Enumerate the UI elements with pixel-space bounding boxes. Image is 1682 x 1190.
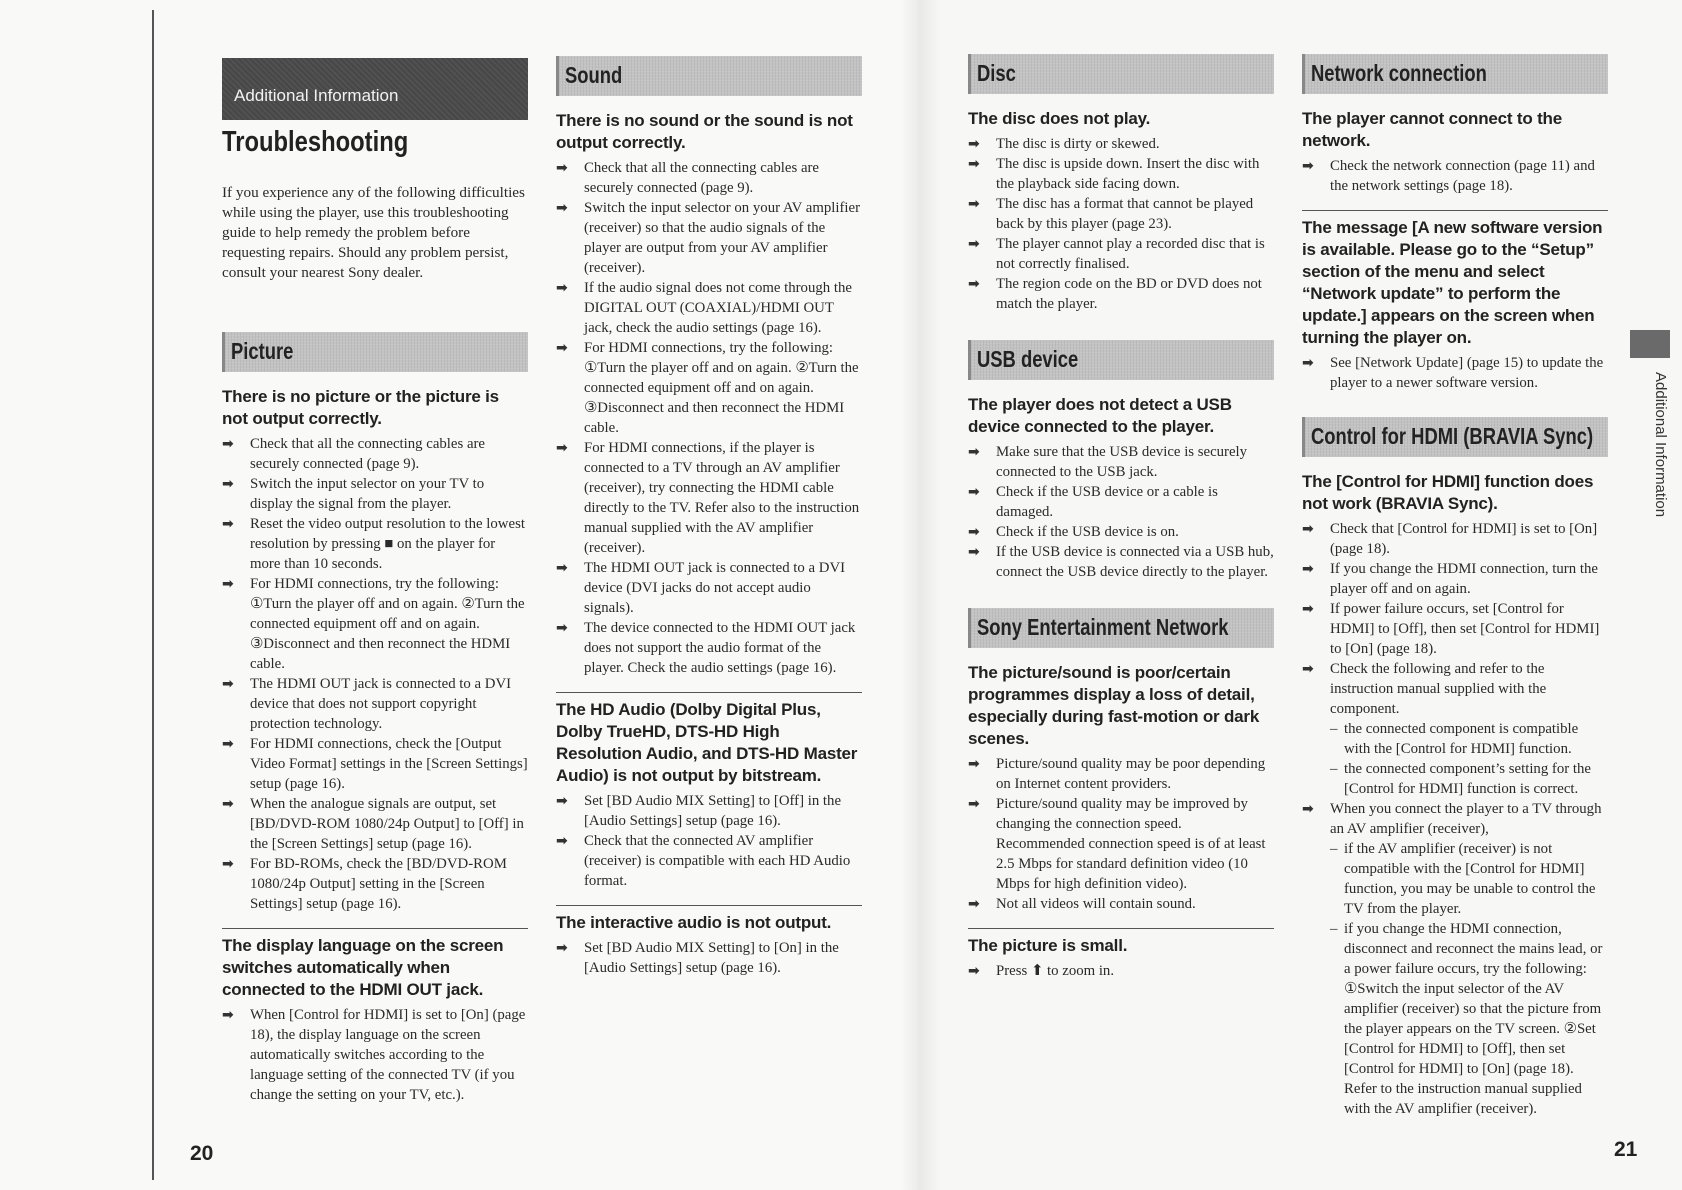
list-item: ➡ The player cannot play a recorded disc that is not correctly finalised. [968, 236, 1265, 272]
arrow-icon: ➡ [556, 833, 568, 849]
picture-section [222, 332, 528, 1105]
usb-title: USB device [977, 346, 1079, 372]
list-item: ➡ When you connect the player to a TV through an AV amplifier (receiver), [1302, 801, 1602, 837]
sen-band [968, 608, 1274, 648]
list-item: ➡ If power failure occurs, set [Control for HDMI] to [Off], then set [Control for HDMI] to [On] (page 18). [1302, 601, 1600, 657]
arrow-icon: ➡ [556, 200, 568, 216]
arrow-icon: ➡ [968, 196, 980, 212]
divider [222, 928, 528, 929]
topic-heading: The display language on the screen switches automatically when connected to the HDMI OUT jack. [222, 936, 504, 999]
topic-heading: The message [A new software version is available. Please go to the “Setup” section of the menu and select “Network update” to perform the update.] appears on the screen when turning the player on. [1302, 218, 1603, 347]
sub-item: – if you change the HDMI connection, disconnect and reconnect the mains lead, or a power failure occurs, try the following: ①Switch the input selector of the AV amplifier (receiver) so that the picture from the player appears on the TV screen. ②Set [Control for HDMI] to [Off], then set [Control for HDMI] to [On] (page 18). Refer to the instruction manual supplied with the AV amplifier (receiver). [1330, 921, 1603, 1117]
list-item: ➡ Check the following and refer to the instruction manual supplied with the component. [1302, 661, 1547, 717]
arrow-icon: ➡ [222, 796, 234, 812]
arrow-icon: ➡ [968, 963, 980, 979]
arrow-icon: ➡ [968, 276, 980, 292]
sound-section [556, 56, 862, 978]
arrow-icon: ➡ [222, 1007, 234, 1023]
arrow-icon: ➡ [1302, 521, 1314, 537]
divider [968, 928, 1274, 929]
divider [1302, 210, 1608, 211]
arrow-icon: ➡ [556, 280, 568, 296]
list-item: ➡ Not all videos will contain sound. [968, 896, 1196, 912]
list-item: ➡ The region code on the BD or DVD does not match the player. [968, 276, 1262, 312]
page-title: Troubleshooting [222, 126, 409, 158]
sub-item: – the connected component’s setting for the [Control for HDMI] function is correct. [1330, 761, 1591, 797]
arrow-icon: ➡ [968, 896, 980, 912]
arrow-icon: ➡ [1302, 158, 1314, 174]
divider [556, 905, 862, 906]
hdmi-band [1302, 417, 1608, 457]
list-item: ➡ The disc is dirty or skewed. [968, 136, 1160, 152]
gutter [900, 0, 940, 1190]
topic-heading: The player does not detect a USB device connected to the player. [968, 395, 1232, 436]
picture-band [222, 332, 528, 372]
list-item: ➡ For HDMI connections, if the player is connected to a TV through an AV amplifier (receiver), try connecting the HDMI cable directly to the TV. Refer also to the instruction manual supplied with the AV amplifier (receiver). [556, 440, 860, 556]
list-item: ➡ If the USB device is connected via a USB hub, connect the USB device directly to the player. [968, 544, 1274, 580]
usb-band [968, 340, 1274, 380]
sen-title: Sony Entertainment Network [977, 614, 1229, 640]
arrow-icon: ➡ [968, 484, 980, 500]
topic-heading: There is no picture or the picture is not output correctly. [222, 387, 499, 428]
topic-heading: The picture/sound is poor/certain programmes display a loss of detail, especially during fast-motion or dark scenes. [968, 663, 1260, 748]
arrow-icon: ➡ [1302, 601, 1314, 617]
list-item: ➡ Reset the video output resolution to the lowest resolution by pressing ■ on the player for more than 10 seconds. [222, 516, 525, 572]
disc-title: Disc [977, 60, 1016, 86]
arrow-icon: ➡ [556, 793, 568, 809]
sub-item: – the connected component is compatible with the [Control for HDMI] function. [1330, 721, 1579, 757]
sound-band [556, 56, 862, 96]
arrow-icon: ➡ [556, 160, 568, 176]
network-band [1302, 54, 1608, 94]
list-item: ➡ Check the network connection (page 11) and the network settings (page 18). [1302, 158, 1595, 194]
hdmi-title: Control for HDMI (BRAVIA Sync) [1311, 423, 1594, 449]
section-header-label: Additional Information [234, 86, 399, 105]
divider [556, 692, 862, 693]
side-tab-marker [1630, 330, 1670, 358]
topic-heading: The picture is small. [968, 936, 1128, 955]
list-item: ➡ For BD-ROMs, check the [BD/DVD-ROM 1080/24p Output] setting in the [Screen Settings] setup (page 16). [222, 856, 507, 912]
arrow-icon: ➡ [556, 340, 568, 356]
arrow-icon: ➡ [968, 524, 980, 540]
list-item: ➡ For HDMI connections, check the [Output Video Format] settings in the [Screen Settings] setup (page 16). [222, 736, 528, 792]
sub-item: – if the AV amplifier (receiver) is not compatible with the [Control for HDMI] function, you may be unable to control the TV from the player. [1330, 841, 1596, 917]
list-item: ➡ For HDMI connections, try the following: ①Turn the player off and on again. ②Turn the connected equipment off and on again. ③Disconnect and then reconnect the HDMI cable. [556, 340, 859, 436]
arrow-icon: ➡ [222, 476, 234, 492]
arrow-icon: ➡ [1302, 561, 1314, 577]
arrow-icon: ➡ [968, 236, 980, 252]
topic-heading: The disc does not play. [968, 109, 1151, 128]
list-item: ➡ If you change the HDMI connection, turn the player off and on again. [1302, 561, 1598, 597]
arrow-icon: ➡ [968, 136, 980, 152]
list-item: ➡ Check that all the connecting cables are securely connected (page 9). [222, 436, 486, 472]
topic-heading: The player cannot connect to the network. [1302, 109, 1562, 150]
list-item: ➡ When the analogue signals are output, set [BD/DVD-ROM 1080/24p Output] to [Off] in the [Screen Settings] setup (page 16). [222, 796, 524, 852]
section-header-bar [222, 58, 528, 120]
list-item: ➡ Set [BD Audio MIX Setting] to [Off] in the [Audio Settings] setup (page 16). [556, 793, 842, 829]
intro-text: If you experience any of the following difficulties while using the player, use this troubleshooting guide to help remedy the problem before requesting repairs. Should any problem persist, consult your nearest Sony dealer. [222, 184, 525, 281]
list-item: ➡ Press ⬆ to zoom in. [968, 963, 1115, 979]
disc-usb-sen-column [968, 54, 1274, 981]
list-item: ➡ Switch the input selector on your TV to display the signal from the player. [222, 476, 485, 512]
list-item: ➡ The device connected to the HDMI OUT jack does not support the audio format of the player. Check the audio settings (page 16). [556, 620, 856, 676]
list-item: ➡ Picture/sound quality may be poor depending on Internet content providers. [968, 756, 1266, 792]
topic-heading: The interactive audio is not output. [556, 913, 832, 932]
list-item: ➡ Check if the USB device or a cable is damaged. [968, 484, 1218, 520]
page-edge [152, 10, 154, 1180]
list-item: ➡ Switch the input selector on your AV amplifier (receiver) so that the audio signals of the player are output from your AV amplifier (receiver). [556, 200, 861, 276]
arrow-icon: ➡ [222, 436, 234, 452]
page-number-left: 20 [190, 1142, 214, 1165]
list-item: ➡ The HDMI OUT jack is connected to a DVI device (DVI jacks do not accept audio signals). [556, 560, 846, 616]
topic-heading: The [Control for HDMI] function does not work (BRAVIA Sync). [1302, 472, 1594, 513]
network-title: Network connection [1311, 60, 1487, 86]
list-item: ➡ The HDMI OUT jack is connected to a DVI device that does not support copyright protection technology. [222, 676, 512, 732]
list-item: ➡ The disc is upside down. Insert the disc with the playback side facing down. [968, 156, 1260, 192]
disc-band [968, 54, 1274, 94]
list-item: ➡ Picture/sound quality may be improved by changing the connection speed. Recommended connection speed is of at least 2.5 Mbps for standard definition video (10 Mbps for high definition video). [968, 796, 1266, 892]
arrow-icon: ➡ [968, 156, 980, 172]
topic-heading: The HD Audio (Dolby Digital Plus, Dolby TrueHD, DTS-HD High Resolution Audio, and DTS-HD Master Audio) is not output by bitstream. [556, 700, 858, 785]
list-item: ➡ Set [BD Audio MIX Setting] to [On] in the [Audio Settings] setup (page 16). [556, 940, 839, 976]
picture-title: Picture [231, 338, 294, 364]
arrow-icon: ➡ [556, 940, 568, 956]
arrow-icon: ➡ [556, 560, 568, 576]
page-number-right: 21 [1614, 1138, 1638, 1161]
arrow-icon: ➡ [556, 440, 568, 456]
arrow-icon: ➡ [1302, 355, 1314, 371]
arrow-icon: ➡ [222, 676, 234, 692]
arrow-icon: ➡ [222, 736, 234, 752]
arrow-icon: ➡ [1302, 801, 1314, 817]
list-item: ➡ Make sure that the USB device is securely connected to the USB jack. [968, 444, 1248, 480]
side-tab-label: Additional Information [1652, 372, 1669, 518]
topic-heading: There is no sound or the sound is not output correctly. [556, 111, 853, 152]
arrow-icon: ➡ [222, 856, 234, 872]
network-hdmi-column [1302, 54, 1608, 1119]
list-item: ➡ When [Control for HDMI] is set to [On] (page 18), the display language on the screen automatically switches according to the language setting of the connected TV (if you change the setting on your TV, etc.). [222, 1007, 526, 1103]
arrow-icon: ➡ [1302, 661, 1314, 677]
arrow-icon: ➡ [968, 544, 980, 560]
arrow-icon: ➡ [968, 444, 980, 460]
arrow-icon: ➡ [968, 756, 980, 772]
arrow-icon: ➡ [222, 516, 234, 532]
list-item: ➡ Check that all the connecting cables are securely connected (page 9). [556, 160, 820, 196]
arrow-icon: ➡ [222, 576, 234, 592]
list-item: ➡ Check if the USB device is on. [968, 524, 1179, 540]
arrow-icon: ➡ [556, 620, 568, 636]
list-item: ➡ Check that [Control for HDMI] is set to [On] (page 18). [1302, 521, 1598, 557]
list-item: ➡ Check that the connected AV amplifier (receiver) is compatible with each HD Audio format. [556, 833, 851, 889]
sound-title: Sound [565, 62, 623, 88]
list-item: ➡ The disc has a format that cannot be played back by this player (page 23). [968, 196, 1254, 232]
arrow-icon: ➡ [968, 796, 980, 812]
list-item: ➡ For HDMI connections, try the following: ①Turn the player off and on again. ②Turn the connected equipment off and on again. ③Disconnect and then reconnect the HDMI cable. [222, 576, 525, 672]
list-item: ➡ If the audio signal does not come through the DIGITAL OUT (COAXIAL)/HDMI OUT jack, check the audio settings (page 16). [556, 280, 852, 336]
list-item: ➡ See [Network Update] (page 15) to update the player to a newer software version. [1302, 355, 1604, 391]
